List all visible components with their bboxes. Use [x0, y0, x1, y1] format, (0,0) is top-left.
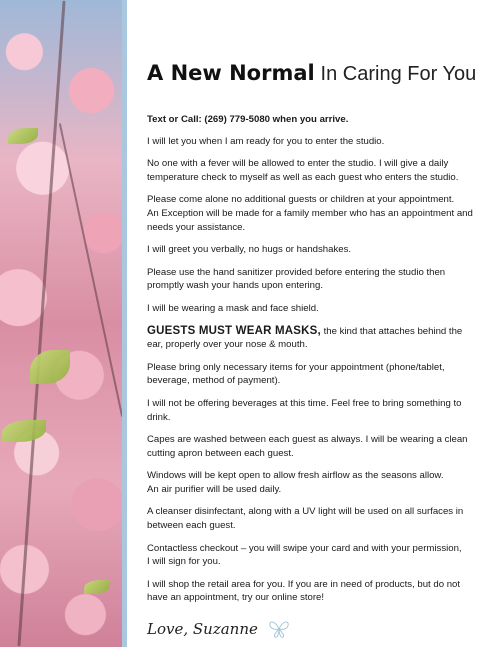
butterfly-icon: [268, 619, 290, 639]
leaf-shape: [84, 580, 110, 594]
paragraph-fever: No one with a fever will be allowed to enter the studio. I will give a daily temperature check to myself as well as each guest who enters the studio.: [147, 158, 459, 183]
masks-heading: GUESTS MUST WEAR MASKS,: [147, 324, 321, 337]
signature: Love, Suzanne: [147, 620, 258, 639]
branch-shape: [59, 123, 122, 417]
page-title: [147, 58, 477, 89]
come-alone-line: Please come alone no additional guests or children at your appointment.: [147, 194, 455, 206]
paragraph-mask-shield: I will be wearing a mask and face shield.: [147, 302, 319, 314]
main-content: [147, 58, 477, 639]
accent-divider-bar: [122, 0, 127, 647]
paragraph-come-alone: [147, 193, 477, 234]
paragraph-retail: I will shop the retail area for you. If you are in need of products, but do not have an appointment, try our online store!: [147, 578, 461, 604]
branch-shape: [17, 1, 65, 647]
leaf-shape: [8, 128, 38, 144]
paragraph-capes: Capes are washed between each guest as always. I will be wearing a clean cutting apron between each guest.: [147, 434, 468, 459]
paragraph-notify: I will let you when I am ready for you to enter the studio.: [147, 135, 385, 147]
paragraph-necessary-items: Please bring only necessary items for your appointment (phone/tablet, beverage, method of payment).: [147, 361, 445, 387]
contact-line: Text or Call: (269) 779-5080 when you arrive.: [147, 114, 349, 125]
paragraph-windows: [147, 469, 477, 496]
checkout-line: Contactless checkout – you will swipe your card and with your permission,: [147, 542, 462, 554]
masks-detail: the kind that attaches behind the ear, properly over your nose & mouth.: [147, 325, 463, 351]
paragraph-greeting: I will greet you verbally, no hugs or handshakes.: [147, 244, 352, 256]
paragraph-sanitizer: Please use the hand sanitizer provided before entering the studio then promptly wash your hands upon entering.: [147, 266, 446, 292]
paragraph-guest-masks: [147, 325, 477, 352]
windows-line: Windows will be kept open to allow fresh airflow as the seasons allow.: [147, 470, 444, 482]
paragraph-checkout: [147, 542, 477, 569]
air-purifier-line: An air purifier will be used daily.: [147, 483, 282, 495]
sign-line: I will sign for you.: [147, 556, 221, 568]
paragraph-beverages: I will not be offering beverages at this time. Feel free to bring something to drink.: [147, 397, 462, 423]
paragraph-disinfectant: A cleanser disinfectant, along with a UV light will be used on all surfaces in between each guest.: [147, 506, 464, 532]
leaf-shape: [2, 420, 46, 442]
leaf-shape: [30, 350, 70, 384]
title-light: In Caring For You: [320, 63, 477, 85]
signature-row: [147, 619, 477, 639]
exception-line: An Exception will be made for a family member who has an appointment and needs your assistance.: [147, 207, 473, 233]
cherry-blossom-photo: [0, 0, 122, 647]
title-bold: A New Normal: [147, 61, 315, 85]
